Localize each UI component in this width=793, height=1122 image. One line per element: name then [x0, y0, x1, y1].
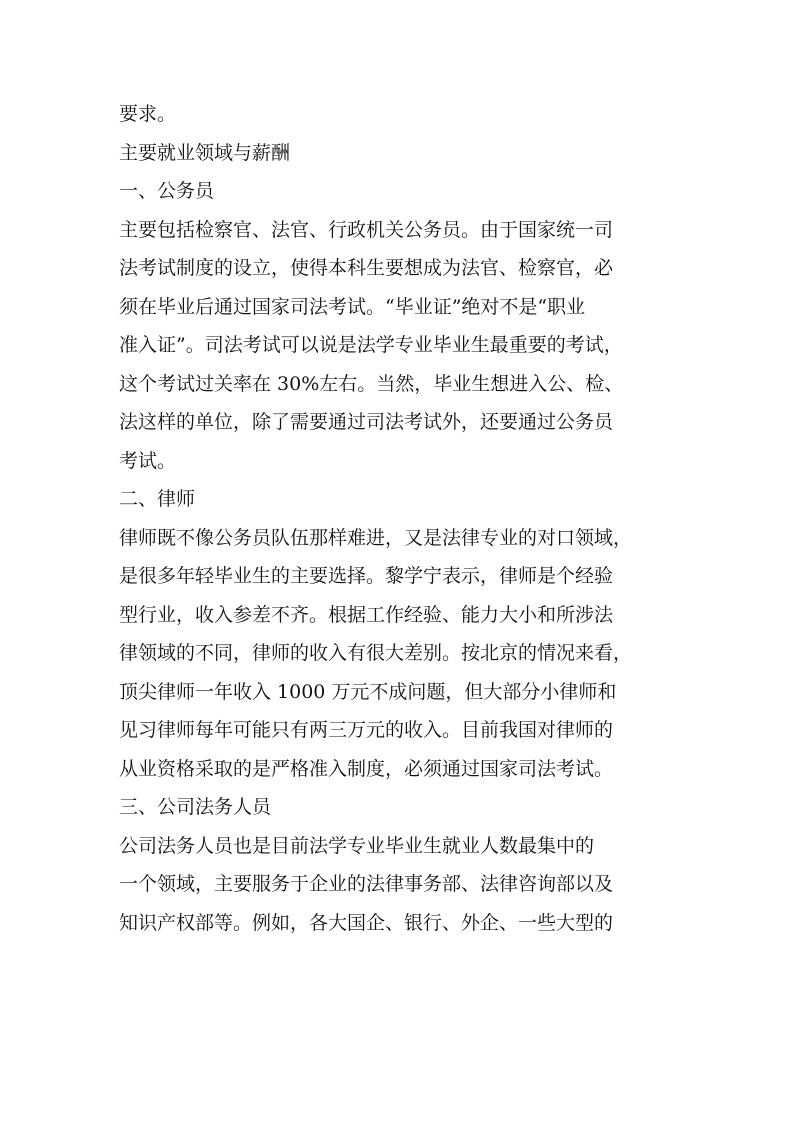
document-body — [119, 95, 679, 942]
paragraph-line: 知识产权部等。例如，各大国企、银行、外企、一些大型的 — [119, 911, 614, 934]
section-heading-lawyer: 二、律师 — [119, 488, 196, 510]
paragraph-line: 须在毕业后通过国家司法考试。“毕业证”绝对不是“职业 — [119, 295, 586, 318]
paragraph-continuation: 要求。 — [119, 103, 177, 125]
paragraph-line: 一个领域，主要服务于企业的法律事务部、法律咨询部以及 — [119, 873, 614, 895]
paragraph-line: 从业资格采取的是严格准入制度，必须通过国家司法考试。 — [119, 757, 614, 780]
paragraph-line: 公司法务人员也是目前法学专业毕业生就业人数最集中的 — [119, 834, 595, 857]
paragraph-line: 这个考试过关率在 30%左右。当然，毕业生想进入公、检、 — [119, 372, 624, 395]
paragraph-line: 考试。 — [119, 449, 177, 472]
paragraph-line: 见习律师每年可能只有两三万元的收入。目前我国对律师的 — [119, 719, 614, 741]
paragraph-line: 准入证”。司法考试可以说是法学专业毕业生最重要的考试， — [119, 334, 623, 356]
paragraph-line: 律领域的不同，律师的收入有很大差别。按北京的情况来看， — [119, 642, 633, 664]
paragraph-line: 律师既不像公务员队伍那样难进，又是法律专业的对口领域， — [119, 526, 633, 549]
paragraph-line: 法这样的单位，除了需要通过司法考试外，还要通过公务员 — [119, 411, 614, 433]
paragraph-line: 主要包括检察官、法官、行政机关公务员。由于国家统一司 — [119, 218, 614, 241]
paragraph-line: 法考试制度的设立，使得本科生要想成为法官、检察官，必 — [119, 257, 614, 279]
section-heading-civil-servant: 一、公务员 — [119, 180, 215, 202]
paragraph-line: 顶尖律师一年收入 1000 万元不成问题，但大部分小律师和 — [119, 680, 617, 703]
paragraph-line: 型行业，收入参差不齐。根据工作经验、能力大小和所涉法 — [119, 603, 614, 626]
section-title: 主要就业领域与薪酬 — [119, 141, 291, 164]
section-heading-corporate-legal: 三、公司法务人员 — [119, 796, 272, 818]
paragraph-line: 是很多年轻毕业生的主要选择。黎学宁表示，律师是个经验 — [119, 565, 614, 587]
